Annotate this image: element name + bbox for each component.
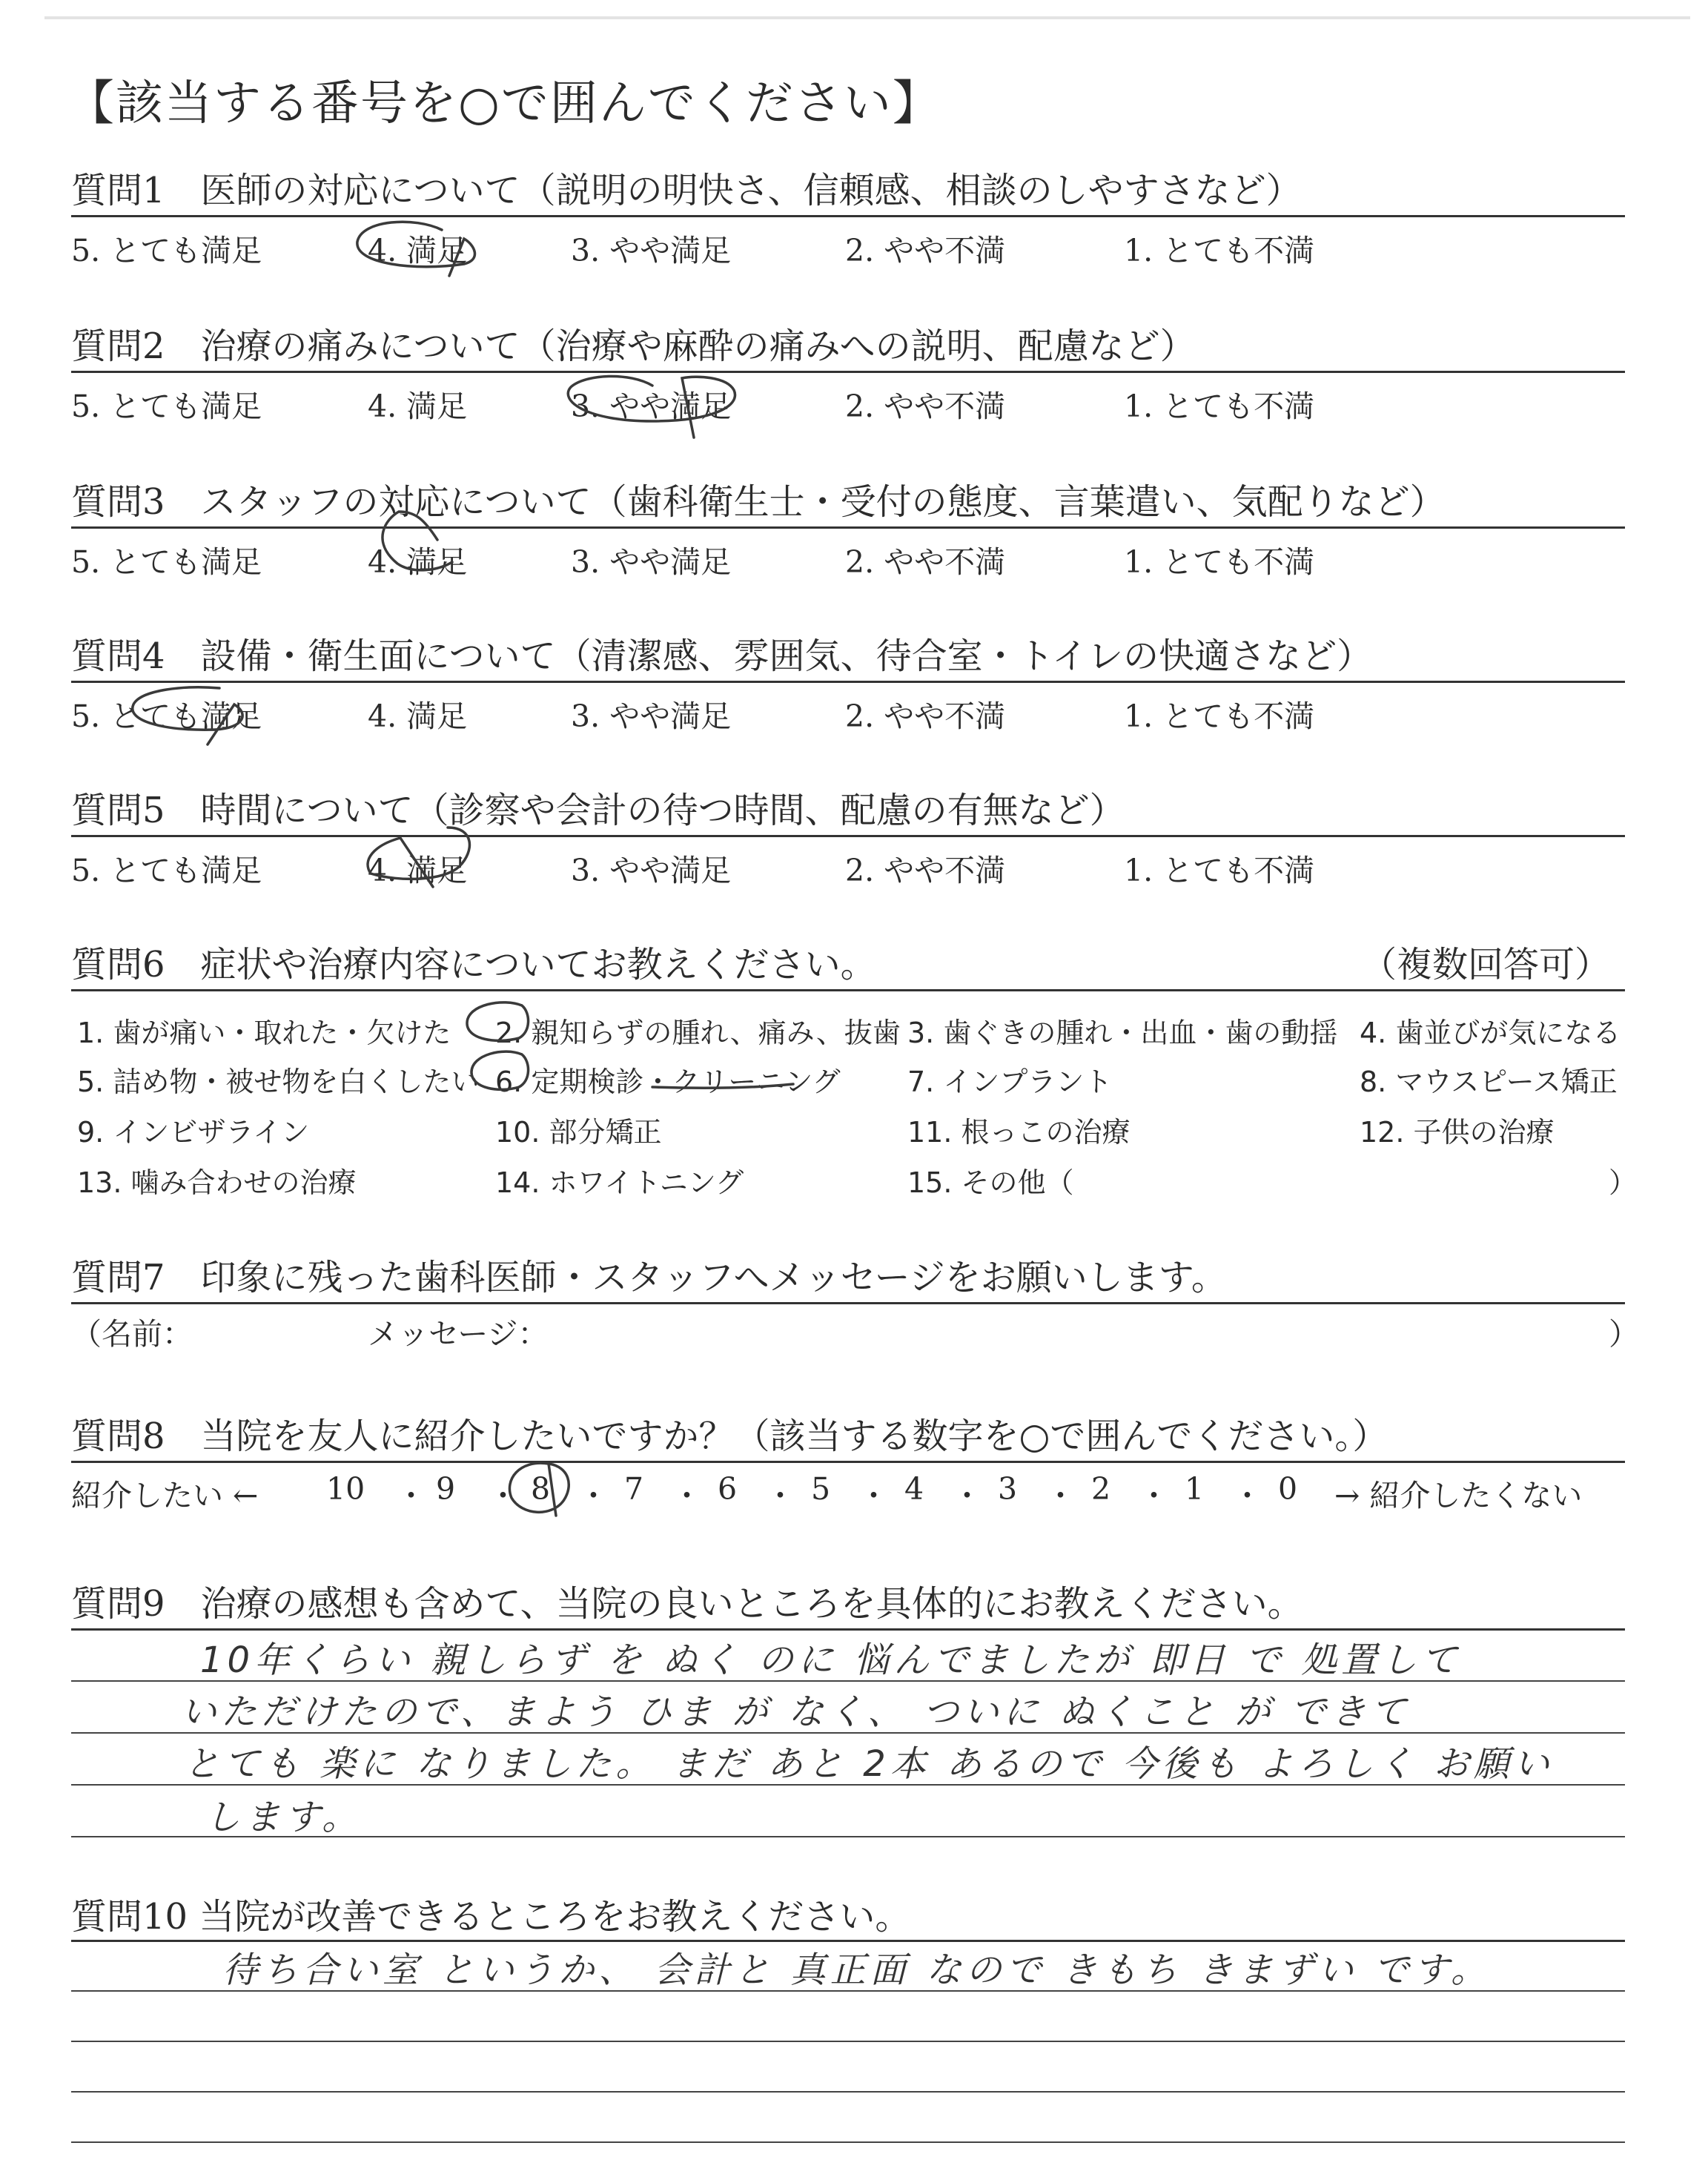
q8-left-label: 紹介したい ← <box>71 1478 259 1513</box>
q8-score-10[interactable]: 10 <box>326 1471 365 1507</box>
q5-option-4[interactable]: 4. 満足 <box>368 853 468 888</box>
q8-score-6[interactable]: 6 <box>718 1471 738 1507</box>
q8-rule <box>71 1461 1625 1463</box>
q6-option-11[interactable]: 11. 根っこの治療 <box>907 1116 1131 1149</box>
q6-option-9[interactable]: 9. インビザライン <box>77 1116 310 1149</box>
q6-option-14[interactable]: 14. ホワイトニング <box>495 1166 744 1199</box>
q5-option-3[interactable]: 3. やや満足 <box>571 853 732 888</box>
q9-answer-line-3: とても 楽に なりました。 まだ あと 2本 あるので 今後も よろしく お願い <box>184 1743 1554 1785</box>
q7-close-paren: ） <box>1609 1316 1639 1352</box>
q6-option-8[interactable]: 8. マウスピース矯正 <box>1360 1066 1618 1098</box>
q6-option-15[interactable]: 15. その他（ <box>907 1166 1074 1199</box>
q8-separator: ・ <box>1232 1478 1262 1513</box>
q8-score-3[interactable]: 3 <box>998 1471 1018 1507</box>
q7-title: 質問7 印象に残った歯科医師・スタッフへメッセージをお願いします。 <box>71 1257 1227 1298</box>
q3-rule <box>71 526 1625 529</box>
q8-separator: ・ <box>488 1478 518 1513</box>
q10-writing-line <box>71 2041 1625 2042</box>
q6-multiple-note: （複数回答可） <box>1361 944 1611 985</box>
q10-title: 質問10 当院が改善できるところをお教えください。 <box>71 1896 911 1938</box>
q1-option-1[interactable]: 1. とても不満 <box>1124 233 1315 268</box>
q8-separator: ・ <box>578 1478 609 1513</box>
q1-title: 質問1 医師の対応について（説明の明快さ、信頼感、相談のしやすさなど） <box>71 170 1302 211</box>
q2-option-4[interactable]: 4. 満足 <box>368 389 468 424</box>
q6-rule <box>71 989 1625 991</box>
q7-message-label: メッセージ： <box>368 1316 549 1352</box>
q4-option-5[interactable]: 5. とても満足 <box>71 698 262 734</box>
q2-title: 質問2 治療の痛みについて（治療や麻酔の痛みへの説明、配慮など） <box>71 326 1196 367</box>
q2-rule <box>71 371 1625 373</box>
q6-option-7[interactable]: 7. インプラント <box>907 1066 1113 1098</box>
q8-separator: ・ <box>765 1478 795 1513</box>
top-border <box>44 16 1690 19</box>
q8-score-0[interactable]: 0 <box>1278 1471 1298 1507</box>
q4-rule <box>71 681 1625 683</box>
q10-writing-line <box>71 2141 1625 2143</box>
q8-score-2[interactable]: 2 <box>1091 1471 1111 1507</box>
q8-separator: ・ <box>1045 1478 1076 1513</box>
q3-option-1[interactable]: 1. とても不満 <box>1124 544 1315 580</box>
q1-option-4[interactable]: 4. 満足 <box>368 233 468 268</box>
q4-option-2[interactable]: 2. やや不満 <box>845 698 1006 734</box>
q6-option-13[interactable]: 13. 噛み合わせの治療 <box>77 1166 357 1199</box>
q6-option-5[interactable]: 5. 詰め物・被せ物を白くしたい <box>77 1066 480 1098</box>
q6-option-4[interactable]: 4. 歯並びが気になる <box>1360 1017 1621 1049</box>
q6-option-6[interactable]: 6. 定期検診・クリーニング <box>495 1066 841 1098</box>
q8-score-8[interactable]: 8 <box>531 1471 551 1507</box>
q2-option-1[interactable]: 1. とても不満 <box>1124 389 1315 424</box>
q6-option-3[interactable]: 3. 歯ぐきの腫れ・出血・歯の動揺 <box>907 1017 1338 1049</box>
q8-title: 質問8 当院を友人に紹介したいですか？（該当する数字を○で囲んでください。） <box>71 1416 1388 1457</box>
q4-option-4[interactable]: 4. 満足 <box>368 698 468 734</box>
q9-rule <box>71 1628 1625 1631</box>
q1-rule <box>71 215 1625 217</box>
q1-option-3[interactable]: 3. やや満足 <box>571 233 732 268</box>
q9-title: 質問9 治療の感想も含めて、当院の良いところを具体的にお教えください。 <box>71 1583 1303 1625</box>
q1-option-5[interactable]: 5. とても満足 <box>71 233 262 268</box>
q6-option-1[interactable]: 1. 歯が痛い・取れた・欠けた <box>77 1017 451 1049</box>
q4-option-3[interactable]: 3. やや満足 <box>571 698 732 734</box>
q2-option-5[interactable]: 5. とても満足 <box>71 389 262 424</box>
q6-option-2[interactable]: 2. 親知らずの腫れ、痛み、抜歯 <box>495 1017 901 1049</box>
q4-option-1[interactable]: 1. とても不満 <box>1124 698 1315 734</box>
q9-answer-line-2: いただけたので、まよう ひま が なく、 ついに ぬくこと が できて <box>181 1691 1411 1733</box>
q8-separator: ・ <box>396 1478 426 1513</box>
q7-name-label: （名前： <box>71 1316 193 1352</box>
q9-answer-line-4: します。 <box>205 1797 363 1838</box>
q5-title: 質問5 時間について（診察や会計の待つ時間、配慮の有無など） <box>71 790 1125 831</box>
q3-option-5[interactable]: 5. とても満足 <box>71 544 262 580</box>
q2-option-2[interactable]: 2. やや不満 <box>845 389 1006 424</box>
q8-score-9[interactable]: 9 <box>436 1471 456 1507</box>
q5-rule <box>71 835 1625 837</box>
q5-option-2[interactable]: 2. やや不満 <box>845 853 1006 888</box>
q8-separator: ・ <box>952 1478 982 1513</box>
q8-separator: ・ <box>672 1478 702 1513</box>
q8-right-label: → 紹介したくない <box>1334 1478 1583 1513</box>
q5-option-5[interactable]: 5. とても満足 <box>71 853 262 888</box>
q6-other-close-paren: ） <box>1609 1166 1638 1199</box>
q3-option-2[interactable]: 2. やや不満 <box>845 544 1006 580</box>
q8-separator: ・ <box>858 1478 889 1513</box>
q8-score-4[interactable]: 4 <box>904 1471 924 1507</box>
q9-answer-line-1: 10年くらい 親しらず を ぬく のに 悩んでましたが 即日 で 処置して <box>200 1639 1462 1681</box>
page-heading: 【該当する番号を○で囲んでください】 <box>67 76 941 131</box>
q3-option-4[interactable]: 4. 満足 <box>368 544 468 580</box>
q2-option-3[interactable]: 3. やや満足 <box>571 389 732 424</box>
q8-score-7[interactable]: 7 <box>624 1471 644 1507</box>
q3-title: 質問3 スタッフの対応について（歯科衛生士・受付の態度、言葉遣い、気配りなど） <box>71 481 1446 523</box>
q8-separator: ・ <box>1139 1478 1169 1513</box>
q1-option-2[interactable]: 2. やや不満 <box>845 233 1006 268</box>
q10-writing-line <box>71 2091 1625 2093</box>
q5-option-1[interactable]: 1. とても不満 <box>1124 853 1315 888</box>
q6-title: 質問6 症状や治療内容についてお教えください。 <box>71 944 876 985</box>
q8-score-1[interactable]: 1 <box>1185 1471 1205 1507</box>
q7-rule <box>71 1302 1625 1304</box>
q10-answer-line-1: 待ち合い室 というか、 会計と 真正面 なので きもち きまずい です。 <box>222 1949 1491 1991</box>
q6-option-12[interactable]: 12. 子供の治療 <box>1360 1116 1555 1149</box>
q8-score-5[interactable]: 5 <box>811 1471 831 1507</box>
q6-option-10[interactable]: 10. 部分矯正 <box>495 1116 662 1149</box>
q3-option-3[interactable]: 3. やや満足 <box>571 544 732 580</box>
q4-title: 質問4 設備・衛生面について（清潔感、雰囲気、待合室・トイレの快適さなど） <box>71 635 1373 677</box>
